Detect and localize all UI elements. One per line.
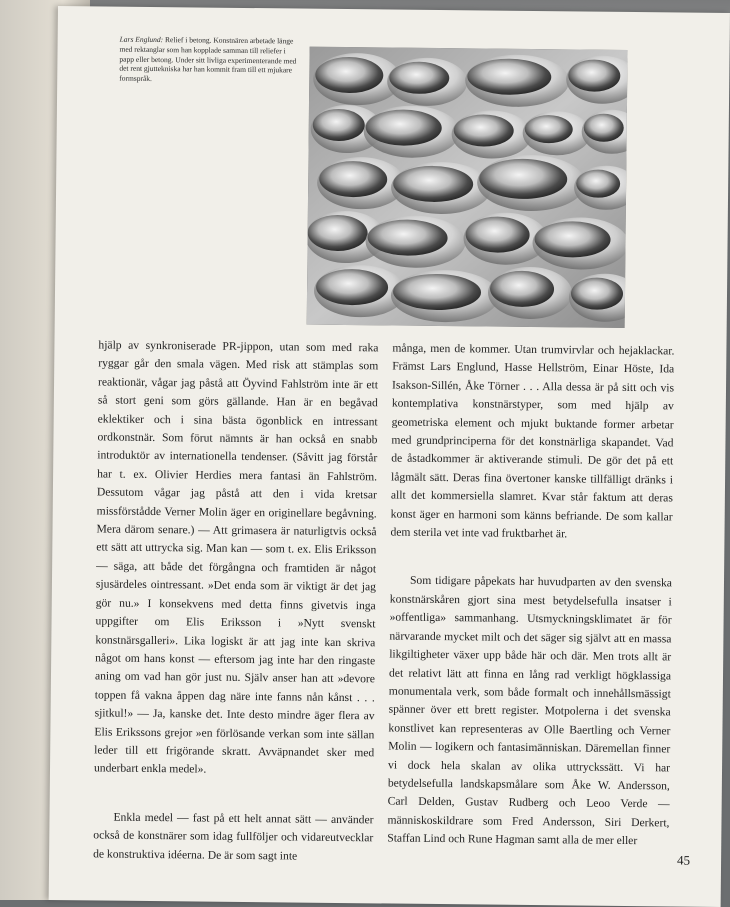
text-column-left — [93, 336, 379, 866]
left-paragraph-2: Enkla medel — fast på ett helt annat sätt — använder också de konstnärer som idag fullföljer och vidareutvecklar de konstruktiva idéerna. De är som sagt inte — [93, 810, 374, 863]
text-column-right — [387, 340, 674, 851]
right-paragraph-2: Som tidigare påpekats har huvudparten av den svenska konstnärskåren gjort sina mest betydelsefulla insatser i »offentliga» sammanhang. Utsmyckningsklimatet är för närvarande mycket milt och det säger sig självt att en massa likgiltigheter växer upp både här och där. Men trots allt är det relativt lätt att finna en lång rad verkligt högklassiga monumentala verk, som både formalt och innehållsmässigt spänner över ett brett register. Motpolerna i det svenska konstlivet kan representeras av Olle Baertling och Verner Molin — logikern och fantasimänniskan. Däremellan finner vi dock hela skalan av olika uttryckssätt. Vi har betydelsefulla landskapsmålare som Åke W. Andersson, Carl Delden, Gustav Rudberg och Leoo Verde — människoskildrare som Fred Andersson, Siri Derkert, Staffan Lind och Rune Hagman samt alla de mer eller — [387, 574, 673, 848]
relief-photograph — [307, 47, 628, 328]
caption-credit: Lars Englund: — [119, 34, 164, 45]
photo-caption — [119, 35, 298, 86]
book-page — [49, 6, 730, 907]
concrete-relief-image — [307, 47, 628, 328]
right-paragraph-1: många, men de kommer. Utan trumvirvlar och hejaklackar. Främst Lars Englund, Hasse Hellström, Einar Höste, Ida Isakson-Sillén, Åke Törner . . . Alla dessa är på sitt och vis kontemplativa konstnärstyper, som med hjälp av geometriska element och mjukt buktande former arbetar med grundprinciperna för det konstnärliga skapandet. Vad de åstadkommer är aktiverande stimuli. De gör det på ett lågmält sätt. Deras fina övertoner kanske tillfälligt dränks i allt det kommersiella slamret. Kvar står faktum att deras konst äger en harmoni som känns befriande. De som kallar dem sterila vet inte vad fruktbarhet är. — [390, 341, 675, 541]
page-number: 45 — [677, 852, 691, 868]
left-paragraph-1: hjälp av synkroniserade PR-jippon, utan som med raka ryggar går den smala vägen. Med risk att stämplas som reaktionär, vågar jag påstå att Öyvind Fahlström inte är ett så stort geni som görs gällande. Han är en begåvad eklektiker och i sina bästa ögonblick en intressant ordkonstnär. Som förut nämnts är han också en snabb introduktör av internationella tendenser. (Såvitt jag förstår har t. ex. Olivier Herdies mera fantasi än Fahlström. Dessutom vågar jag påstå att den i vida kretsar missförstådde Verner Molin äger en originellare begåvning. Mera därom senare.) — Att grimasera är naturligtvis också ett sätt att uttrycka sig. Man kan — som t. ex. Elis Eriksson — säga, att både det förgångna och framtiden är något sjusärdeles ointressant. »Det enda som är viktigt är det jag gör nu.» I konsekvens med detta finns givetvis inga uppgifter om Elis Eriksson i »Nytt svenskt konstnärsgalleri». Lika logiskt är att jag inte kan skriva något om hans konst — eftersom jag inte har den ringaste aning om vad han gör just nu. Själv anser han att »devore toppen få vakna åppen dag näre inte fanns nån kånst . . . sjitkul!» — Ja, kanske det. Inte desto mindre äger flera av Elis Erikssons grejor »en förlösande verkan som inte sällan leder till ett frigörande skratt. Avväpnandet sker med underbart enkla medel». — [93, 338, 379, 776]
caption-text: Relief i betong. Konstnären arbetade länge med rektanglar som han kopplade samman till reliefer i papp eller betong. Under sitt livliga experimenterande med det rent gjuttekniska har han kommit fram till ett mjukare formspråk. — [119, 35, 297, 84]
